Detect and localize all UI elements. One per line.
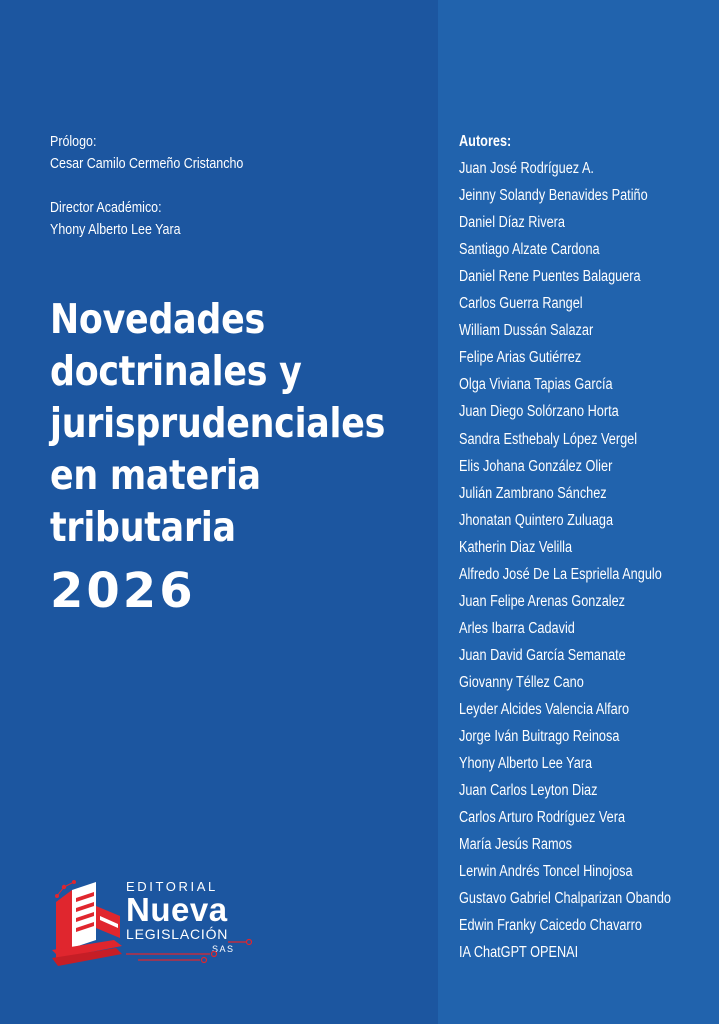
author-name: Juan David García Semanate — [459, 646, 626, 664]
author-name: Juan Diego Solórzano Horta — [459, 403, 619, 421]
title-line: jurisprudenciales — [50, 399, 386, 447]
publisher-line-legislacion: LEGISLACIÓN — [126, 926, 229, 942]
publisher-line-sas: SAS — [212, 944, 235, 954]
author-name: Lerwin Andrés Toncel Hinojosa — [459, 863, 633, 881]
author-name: Jorge Iván Buitrago Reinosa — [459, 728, 620, 746]
author-name: Katherin Diaz Velilla — [459, 538, 573, 556]
publisher-line-editorial: EDITORIAL — [126, 879, 218, 894]
prologue-label: Prólogo: — [50, 134, 97, 150]
title-line: en materia — [50, 451, 261, 499]
author-name: Arles Ibarra Cadavid — [459, 619, 575, 637]
author-name: Giovanny Téllez Cano — [459, 673, 584, 691]
authors-heading: Autores: — [459, 133, 512, 150]
director-label: Director Académico: — [50, 200, 162, 216]
book-icon — [50, 876, 126, 972]
author-name: Alfredo José De La Espriella Angulo — [459, 565, 662, 583]
authors-list — [459, 128, 671, 966]
author-name: IA ChatGPT OPENAI — [459, 944, 579, 962]
book-title — [50, 293, 385, 553]
publisher-logo — [50, 876, 270, 972]
author-name: Carlos Guerra Rangel — [459, 295, 583, 313]
credits-block — [50, 131, 243, 241]
author-name: Felipe Arias Gutiérrez — [459, 349, 582, 367]
author-name: Edwin Franky Caicedo Chavarro — [459, 917, 642, 935]
author-name: Elis Johana González Olier — [459, 457, 613, 475]
title-line: tributaria — [50, 503, 236, 551]
author-name: Jhonatan Quintero Zuluaga — [459, 511, 614, 529]
author-name: Carlos Arturo Rodríguez Vera — [459, 809, 626, 827]
author-name: Julián Zambrano Sánchez — [459, 484, 607, 502]
author-name: William Dussán Salazar — [459, 322, 594, 340]
book-year: 2026 — [50, 563, 196, 619]
author-name: Daniel Rene Puentes Balaguera — [459, 268, 641, 286]
prologue-name: Cesar Camilo Cermeño Cristancho — [50, 156, 244, 172]
author-name: Gustavo Gabriel Chalparizan Obando — [459, 890, 671, 908]
title-line: doctrinales y — [50, 347, 302, 395]
author-name: Santiago Alzate Cardona — [459, 241, 600, 259]
author-names — [459, 155, 671, 966]
author-name: Juan Felipe Arenas Gonzalez — [459, 592, 626, 610]
author-name: Juan José Rodríguez A. — [459, 160, 594, 178]
publisher-name — [126, 880, 235, 956]
author-name: Olga Viviana Tapias García — [459, 376, 613, 394]
author-name: Yhony Alberto Lee Yara — [459, 755, 593, 773]
director-name: Yhony Alberto Lee Yara — [50, 222, 181, 238]
author-name: Leyder Alcides Valencia Alfaro — [459, 700, 630, 718]
author-name: Juan Carlos Leyton Diaz — [459, 782, 598, 800]
publisher-line-nueva: Nueva — [126, 891, 228, 928]
author-name: Sandra Esthebaly López Vergel — [459, 430, 638, 448]
author-name: María Jesús Ramos — [459, 836, 573, 854]
title-line: Novedades — [50, 295, 265, 343]
author-name: Daniel Díaz Rivera — [459, 214, 565, 232]
author-name: Jeinny Solandy Benavides Patiño — [459, 187, 648, 205]
